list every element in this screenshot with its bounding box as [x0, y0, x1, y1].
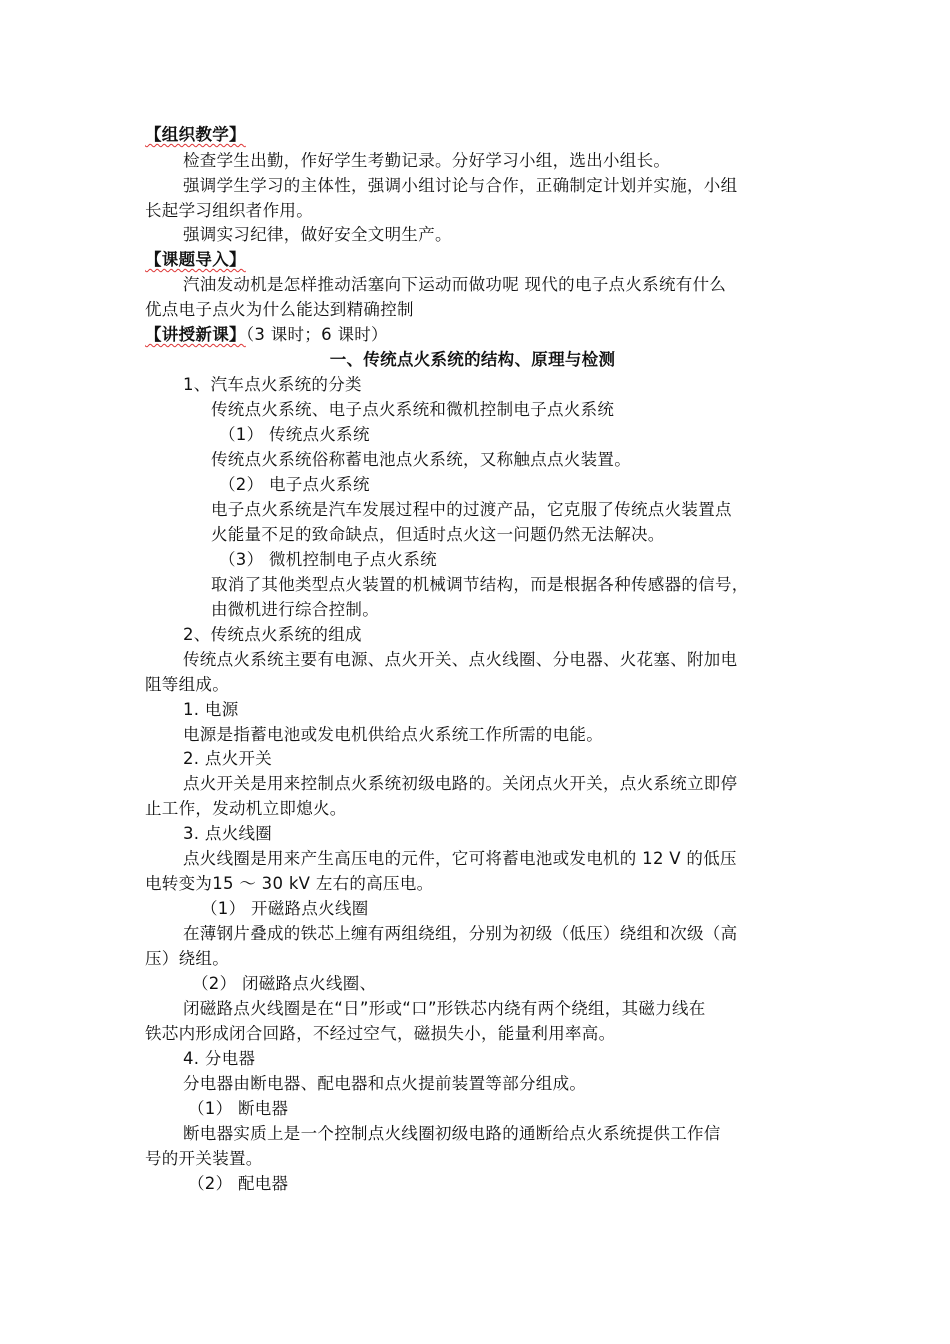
paragraph-line: 强调实习纪律，做好安全文明生产。 [183, 225, 452, 244]
paragraph-line: 汽油发动机是怎样推动活塞向下运动而做功呢 现代的电子点火系统有什么 [183, 275, 727, 294]
item-title: 3. 点火线圈 [183, 824, 273, 843]
paragraph-line: 传统点火系统俗称蓄电池点火系统，又称触点点火装置。 [211, 450, 631, 469]
paragraph-line: 电源是指蓄电池或发电机供给点火系统工作所需的电能。 [183, 725, 603, 744]
heading-text: 【讲授新课】 [145, 325, 246, 344]
paragraph-line: 止工作，发动机立即熄火。 [145, 799, 347, 818]
paragraph-line: 检查学生出勤，作好学生考勤记录。分好学习小组，选出小组长。 [183, 151, 671, 170]
item-title: 1. 电源 [183, 700, 239, 719]
paragraph-line: 由微机进行综合控制。 [211, 600, 379, 619]
paragraph-line: 闭磁路点火线圈是在“日”形或“口”形铁芯内绕有两个绕组，其磁力线在 [183, 999, 706, 1018]
item-title: （1） 断电器 [188, 1099, 289, 1118]
section-heading-lecture [145, 322, 815, 347]
section-heading-intro [145, 247, 815, 272]
heading-text: 【组织教学】 [145, 125, 246, 144]
lesson-hours: （3 课时；6 课时） [245, 325, 388, 344]
item-title: （3） 微机控制电子点火系统 [219, 550, 437, 569]
item-title: （2） 闭磁路点火线圈、 [192, 974, 377, 993]
paragraph-line: 铁芯内形成闭合回路，不经过空气，磁损失小，能量利用率高。 [145, 1024, 616, 1043]
paragraph-line: 传统点火系统主要有电源、点火开关、点火线圈、分电器、火花塞、附加电 [183, 650, 738, 669]
item-title: 2. 点火开关 [183, 749, 273, 768]
item-title: （1） 传统点火系统 [219, 425, 370, 444]
heading-text: 【课题导入】 [145, 250, 246, 269]
paragraph-line: 压）绕组。 [145, 949, 229, 968]
paragraph-line: 在薄钢片叠成的铁芯上缠有两组绕组，分别为初级（低压）绕组和次级（高 [183, 924, 738, 943]
paragraph-line: 强调学生学习的主体性，强调小组讨论与合作，正确制定计划并实施，小组 [183, 176, 738, 195]
paragraph-line: 长起学习组织者作用。 [145, 201, 313, 220]
section-heading-organize [145, 122, 815, 147]
paragraph-line: 点火开关是用来控制点火系统初级电路的。关闭点火开关，点火系统立即停 [183, 774, 738, 793]
paragraph-line: 优点电子点火为什么能达到精确控制 [145, 300, 414, 319]
item-title: （2） 配电器 [188, 1174, 289, 1193]
paragraph-line: 电转变为15 ～ 30 kV 左右的高压电。 [145, 874, 434, 893]
paragraph-line: 阻等组成。 [145, 675, 229, 694]
item-title: （2） 电子点火系统 [219, 475, 370, 494]
chapter-title: 一、传统点火系统的结构、原理与检测 [329, 350, 616, 369]
paragraph-line: 传统点火系统、电子点火系统和微机控制电子点火系统 [211, 400, 615, 419]
subsection-title: 1、汽车点火系统的分类 [183, 375, 362, 394]
paragraph-line: 断电器实质上是一个控制点火线圈初级电路的通断给点火系统提供工作信 [183, 1124, 721, 1143]
item-title: 4. 分电器 [183, 1049, 256, 1068]
paragraph-line: 火能量不足的致命缺点，但适时点火这一问题仍然无法解决。 [211, 525, 665, 544]
subsection-title: 2、传统点火系统的组成 [183, 625, 362, 644]
paragraph-line: 电子点火系统是汽车发展过程中的过渡产品，它克服了传统点火装置点 [211, 500, 732, 519]
paragraph-line: 号的开关装置。 [145, 1149, 263, 1168]
paragraph-line: 分电器由断电器、配电器和点火提前装置等部分组成。 [183, 1074, 587, 1093]
item-title: （1） 开磁路点火线圈 [201, 899, 369, 918]
paragraph-line: 取消了其他类型点火装置的机械调节结构，而是根据各种传感器的信号， [211, 575, 749, 594]
paragraph-line: 点火线圈是用来产生高压电的元件，它可将蓄电池或发电机的 12 V 的低压 [183, 849, 737, 868]
